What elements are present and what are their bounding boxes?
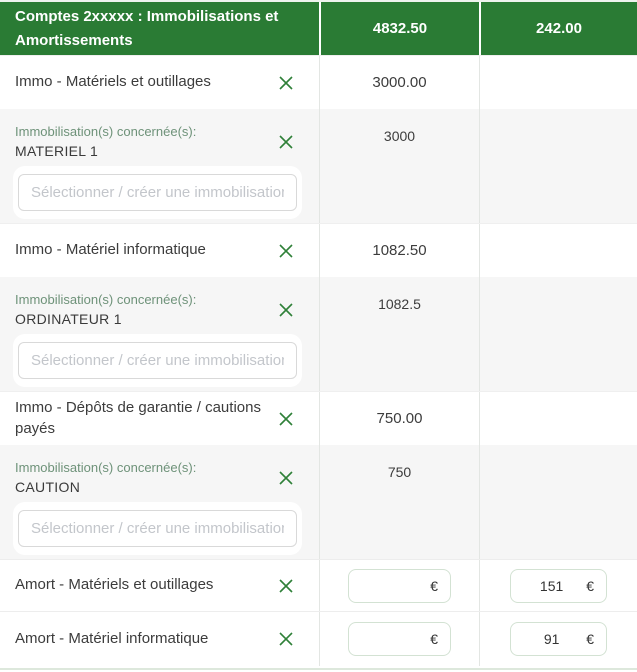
- account-credit-cell: [479, 224, 637, 277]
- asset-select-container: [13, 166, 302, 219]
- remove-asset-icon[interactable]: [277, 301, 295, 319]
- amort-debit-field: [348, 569, 451, 603]
- amort-row: [0, 559, 637, 611]
- account-row: [0, 55, 637, 109]
- account-amount: 750.00: [319, 392, 479, 445]
- amort-credit-field: [510, 622, 607, 656]
- remove-asset-icon[interactable]: [277, 469, 295, 487]
- asset-name: CAUTION: [15, 479, 81, 495]
- amort-credit-input[interactable]: [517, 578, 586, 594]
- remove-asset-icon[interactable]: [277, 133, 295, 151]
- amort-credit-field: [510, 569, 607, 603]
- asset-select-input[interactable]: [18, 510, 297, 547]
- account-label: Amort - Matériels et outillages: [15, 576, 214, 594]
- asset-credit-cell: [479, 445, 637, 559]
- header-total-debit: 4832.50: [319, 2, 479, 55]
- concerned-assets-label: Immobilisation(s) concernée(s):: [15, 460, 197, 475]
- account-amount: 1082.50: [319, 224, 479, 277]
- remove-account-icon[interactable]: [277, 630, 295, 648]
- euro-suffix: €: [430, 577, 438, 594]
- account-label: Immo - Matériel informatique: [15, 241, 206, 259]
- amort-debit-input[interactable]: [355, 578, 430, 594]
- asset-row: [0, 445, 637, 559]
- amort-row: [0, 611, 637, 666]
- euro-suffix: €: [586, 577, 594, 594]
- asset-select-input[interactable]: [18, 174, 297, 211]
- remove-account-icon[interactable]: [277, 74, 295, 92]
- asset-select-container: [13, 502, 302, 555]
- remove-account-icon[interactable]: [277, 577, 295, 595]
- table-header: [0, 2, 637, 55]
- asset-select-input[interactable]: [18, 342, 297, 379]
- asset-name: ORDINATEUR 1: [15, 311, 122, 327]
- asset-amount: 3000: [319, 109, 479, 223]
- amort-credit-input[interactable]: [517, 631, 586, 647]
- account-credit-cell: [479, 56, 637, 109]
- asset-credit-cell: [479, 109, 637, 223]
- euro-suffix: €: [430, 631, 438, 647]
- account-label: Immo - Dépôts de garantie / cautions payés: [15, 399, 261, 437]
- asset-row: [0, 277, 637, 391]
- remove-account-icon[interactable]: [277, 410, 295, 428]
- concerned-assets-label: Immobilisation(s) concernée(s):: [15, 292, 197, 307]
- concerned-assets-label: Immobilisation(s) concernée(s):: [15, 124, 197, 139]
- amort-debit-input[interactable]: [355, 631, 430, 647]
- asset-name: MATERIEL 1: [15, 143, 99, 159]
- account-label: Immo - Matériels et outillages: [15, 73, 211, 91]
- account-credit-cell: [479, 392, 637, 445]
- section-title: Comptes 2xxxxx : Immobilisations et Amortissements: [15, 8, 279, 49]
- asset-amount: 750: [319, 445, 479, 559]
- account-label: Amort - Matériel informatique: [15, 629, 209, 647]
- header-total-credit: 242.00: [479, 2, 637, 55]
- next-section-edge: [0, 668, 637, 670]
- asset-credit-cell: [479, 277, 637, 391]
- account-row: [0, 391, 637, 445]
- account-row: [0, 223, 637, 277]
- amort-debit-field: [348, 622, 451, 656]
- asset-select-container: [13, 334, 302, 387]
- remove-account-icon[interactable]: [277, 242, 295, 260]
- account-amount: 3000.00: [319, 56, 479, 109]
- euro-suffix: €: [586, 631, 594, 647]
- asset-amount: 1082.5: [319, 277, 479, 391]
- asset-row: [0, 109, 637, 223]
